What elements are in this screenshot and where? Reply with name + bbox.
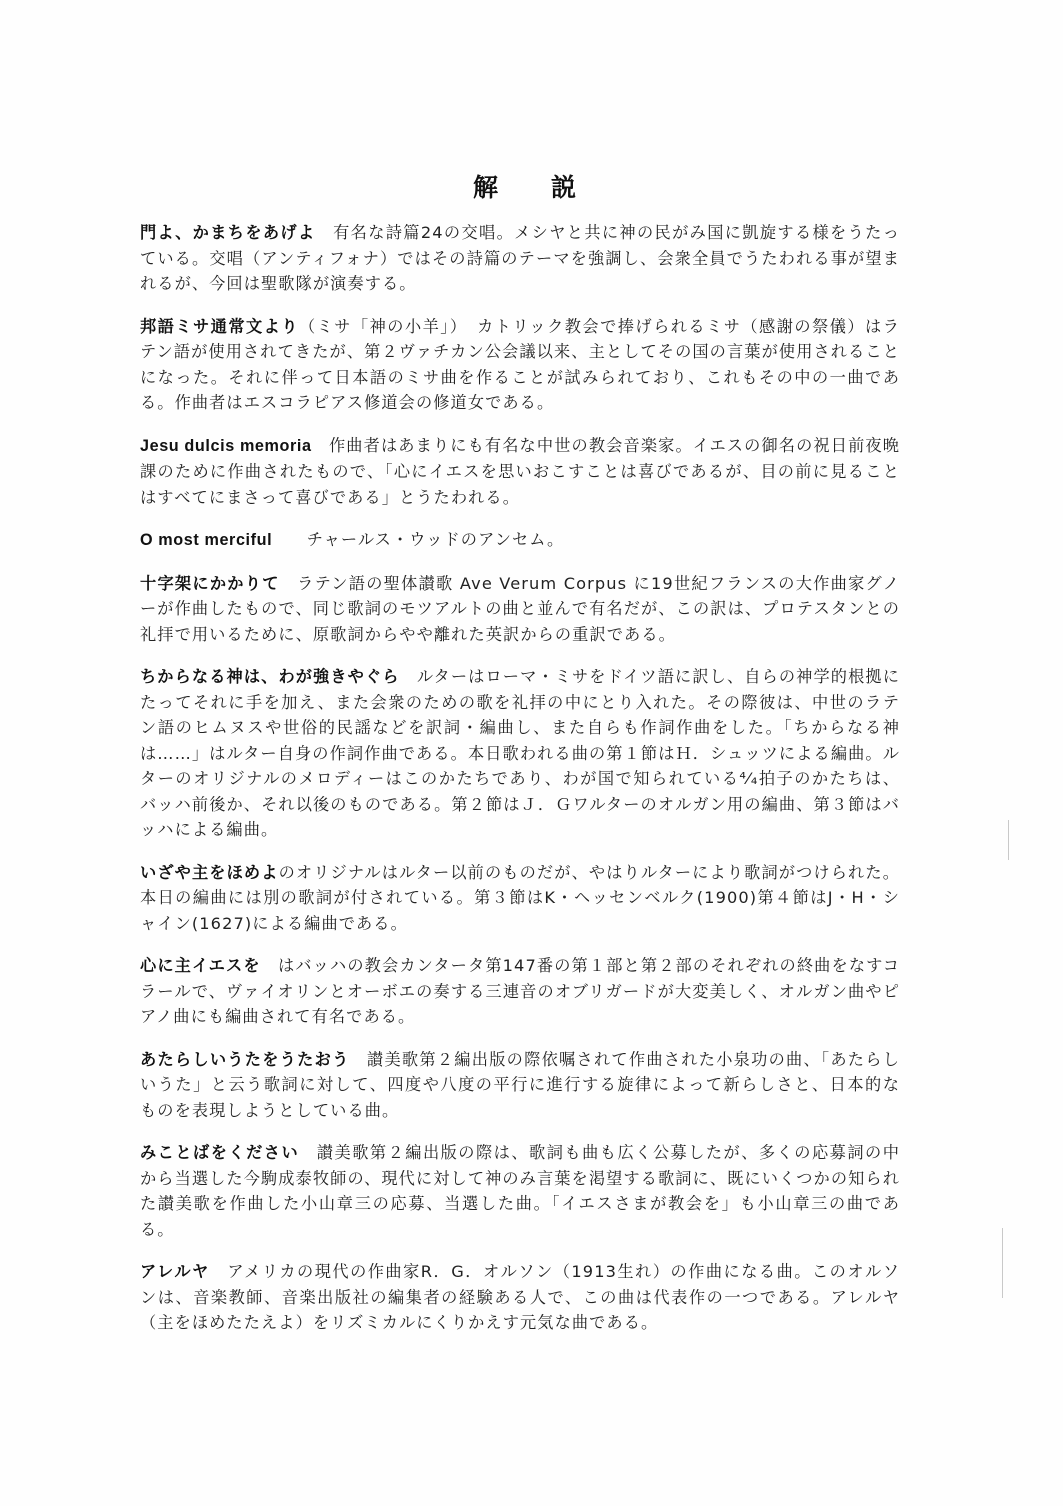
entry-text: はバッハの教会カンタータ第147番の第１部と第２部のそれぞれの終曲をなすコラールで、ヴァイオリンとオーボエの奏する三連音のオブリガードが大変美しく、オルガン曲やピアノ曲にも編曲されて有名である。 bbox=[140, 956, 900, 1026]
entry-heading: みことばをください bbox=[140, 1143, 300, 1162]
entry-jesu-dulcis bbox=[140, 433, 900, 511]
entry-o-most-merciful bbox=[140, 527, 900, 554]
entry-alleluia bbox=[140, 1259, 900, 1336]
entry-text: 作曲者はあまりにも有名な中世の教会音楽家。イエスの御名の祝日前夜晩課のために作曲されたもので、「心にイエスを思いおこすことは喜びであるが、目の前に見ることはすべてにまさって喜びである」とうたわれる。 bbox=[140, 435, 901, 507]
entry-text: ラテン語の聖体讃歌 Ave Verum Corpus に19世紀フランスの大作曲家グノーが作曲したもので、同じ歌詞のモツアルトの曲と並んで有名だが、この訳は、プロテスタンとの礼拝で用いるために、原歌詞からやや離れた英訳からの重訳である。 bbox=[140, 573, 900, 644]
entry-text: ルターはローマ・ミサをドイツ語に訳し、自らの神学的根拠にたってそれに手を加え、また会衆のための歌を礼拝の中にとり入れた。その際彼は、中世のラテン語のヒムヌスや世俗的民謡などを訳詞・編曲し、また自らも作詞作曲をした。「ちからなる神は……」はルター自身の作詞作曲である。本日歌われる曲の第１節はＨ．シュッツによる編曲。ルターのオリジナルのメロディーはこのかたちであり、わが国で知られている⁴⁄₄拍子のかたちは、バッハ前後か、それ以後のものである。第２節はＪ．Ｇワルターのオルガン用の編曲、第３節はバッハによる編曲。 bbox=[140, 667, 900, 839]
entry-give-word bbox=[140, 1140, 900, 1242]
entry-mighty-fortress bbox=[140, 664, 900, 843]
entry-heading: ちからなる神は、わが強きやぐら bbox=[140, 667, 400, 686]
entry-text: アメリカの現代の作曲家R．G．オルソン（1913生れ）の作曲になる曲。このオルソンは、音楽教師、音楽出版社の編集者の経験ある人で、この曲は代表作の一つである。アレルヤ（主をほめたたえよ）をリズミカルにくりかえす元気な曲である。 bbox=[140, 1262, 900, 1332]
entry-new-song bbox=[140, 1047, 900, 1124]
scan-artifact-line bbox=[1002, 1228, 1003, 1298]
entry-heading: いざや主をほめよ bbox=[140, 862, 279, 882]
entry-heading: 門よ、かまちをあげよ bbox=[140, 223, 316, 242]
page-title: 解 説 bbox=[472, 173, 590, 202]
entry-text: 有名な詩篇24の交唱。メシヤと共に神の民がみ国に凱旋する様をうたっている。交唱（アンティフォナ）ではその詩篇のテーマを強調し、会衆全員でうたわれる事が望まれるが、今回は聖歌隊が演奏する。 bbox=[140, 223, 901, 293]
entry-heading: O most merciful bbox=[140, 531, 273, 549]
entry-text: （ミサ「神の小羊」） カトリック教会で捧げられるミサ（感謝の祭儀）はラテン語が使用されてきたが、第２ヴァチカン公会議以来、主としてその国の言葉が使用されることになった。それに伴って日本語のミサ曲を作ることが試みられており、これもその中の一曲である。作曲者はエスコラピアス修道会の修道女である。 bbox=[140, 316, 900, 412]
entry-heading: あたらしいうたをうたおう bbox=[140, 1049, 350, 1069]
entry-heading: Jesu dulcis memoria bbox=[140, 436, 312, 455]
entry-text: のオリジナルはルター以前のものだが、やはりルターにより歌詞がつけられた。本日の編曲には別の歌詞が付されている。第３節はK・ヘッセンベルク(1900)第４節はJ・H・シャイン(1627)による編曲である。 bbox=[140, 862, 900, 933]
entry-heading: 邦語ミサ通常文より bbox=[140, 316, 299, 336]
commentary-body bbox=[140, 220, 900, 1353]
entry-jesu-joy bbox=[140, 953, 900, 1030]
entry-japanese-mass bbox=[140, 314, 900, 416]
entry-heading: 心に主イエスを bbox=[140, 956, 261, 975]
entry-heading: アレルヤ bbox=[140, 1262, 210, 1281]
entry-cross bbox=[140, 571, 900, 648]
entry-text: 讃美歌第２編出版の際依嘱されて作曲された小泉功の曲、「あたらしいうた」と云う歌詞に対して、四度や八度の平行に進行する旋律によって新らしさと、日本的なものを表現しようとしている曲。 bbox=[140, 1049, 900, 1120]
entry-praise-lord bbox=[140, 860, 900, 937]
entry-gates bbox=[140, 220, 900, 297]
entry-text: チャールス・ウッドのアンセム。 bbox=[272, 530, 565, 549]
scan-artifact-line bbox=[1008, 820, 1009, 860]
entry-heading: 十字架にかかりて bbox=[140, 573, 280, 593]
entry-text: 讃美歌第２編出版の際は、歌詞も曲も広く公募したが、多くの応募詞の中から当選した今駒成泰牧師の、現代に対して神のみ言葉を渇望する歌詞に、既にいくつかの知られた讃美歌を作曲した小山章三の応募、当選した曲。「イエスさまが教会を」も小山章三の曲である。 bbox=[140, 1143, 900, 1239]
